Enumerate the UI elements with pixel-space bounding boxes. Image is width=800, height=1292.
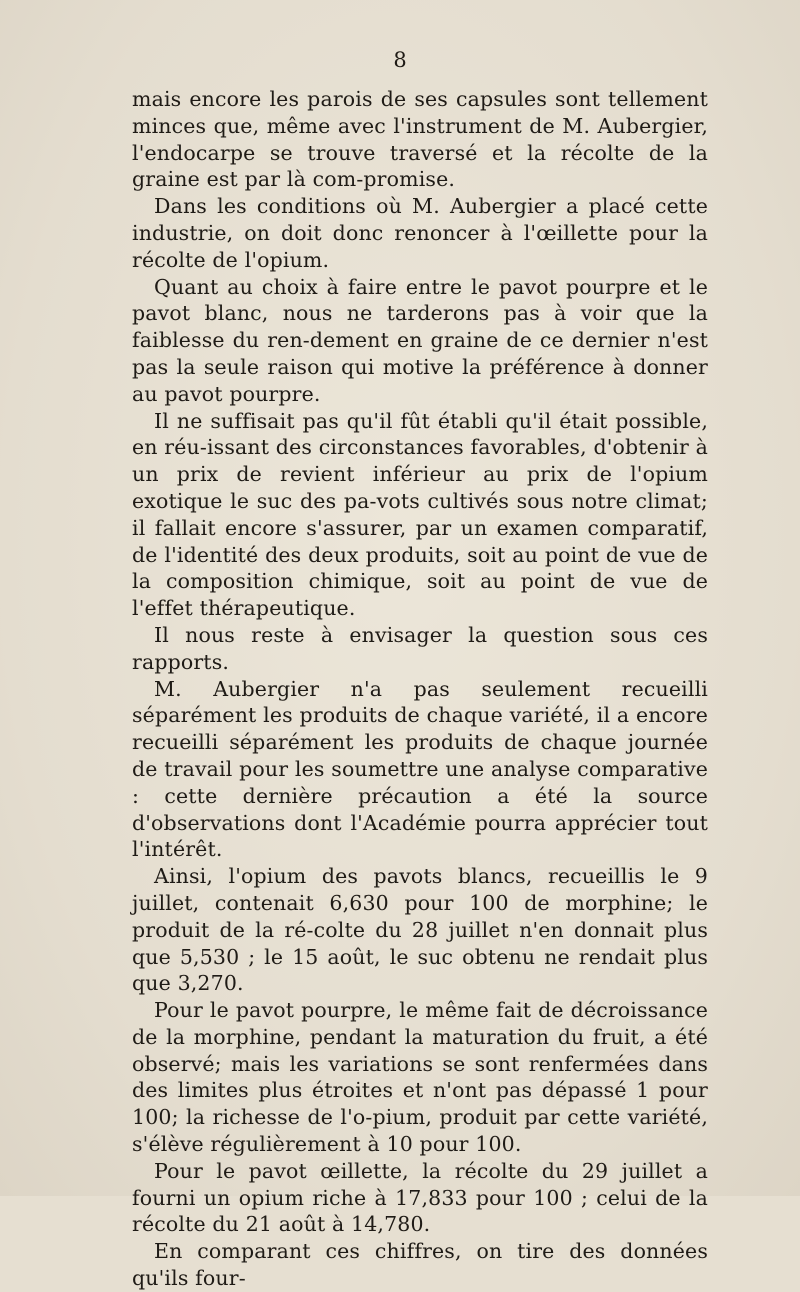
paragraph-1: mais encore les parois de ses capsules sont tellement minces que, même avec l'instrument de M. Aubergier, l'endocarpe se trouve traversé et la récolte de la graine est par là com-promise.: [132, 87, 708, 192]
paragraph-3: Quant au choix à faire entre le pavot pourpre et le pavot blanc, nous ne tarderons pas à voir que la faiblesse du ren-dement en graine de ce dernier n'est pas la seule raison qui motive la préférence à donner au pavot pourpre.: [132, 274, 708, 406]
paragraph-4: Il ne suffisait pas qu'il fût établi qu'il était possible, en réu-issant des circonstances favorables, d'obtenir à un prix de revient inférieur au prix de l'opium exotique le suc des pa-vots cultivés sous notre climat; il fallait encore s'assurer, par un examen comparatif, de l'identité des deux produits, soit au point de vue de la composition chimique, soit au point de vue de l'effet thérapeutique.: [132, 408, 708, 621]
paragraph-8: Pour le pavot pourpre, le même fait de décroissance de la morphine, pendant la maturation du fruit, a été observé; mais les variations se sont renfermées dans des limites plus étroites et n'ont pas dépassé 1 pour 100; la richesse de l'o-pium, produit par cette variété, s'élève régulièrement à 10 pour 100.: [132, 998, 708, 1157]
paragraph-10: En comparant ces chiffres, on tire des données qu'ils four-: [132, 1239, 708, 1291]
paragraph-6: M. Aubergier n'a pas seulement recueilli séparément les produits de chaque variété, il a encore recueilli séparément les produits de chaque journée de travail pour les soumettre une analyse comparative : cette dernière précaution a été la source d'observations dont l'Académie pourra apprécier tout l'intérêt.: [132, 676, 708, 862]
paragraph-7: Ainsi, l'opium des pavots blancs, recueillis le 9 juillet, contenait 6,630 pour 100 de morphine; le produit de la ré-colte du 28 juillet n'en donnait plus que 5,530 ; le 15 août, le suc obtenu ne rendait plus que 3,270.: [132, 864, 708, 996]
body-text: [132, 86, 708, 1292]
paragraph-5: Il nous reste à envisager la question sous ces rapports.: [132, 622, 708, 674]
paragraph-2: Dans les conditions où M. Aubergier a placé cette industrie, on doit donc renoncer à l'œillette pour la récolte de l'opium.: [132, 194, 708, 272]
paragraph-9: Pour le pavot œillette, la récolte du 29 juillet a fourni un opium riche à 17,833 pour 100 ; celui de la récolte du 21 août à 14,780.: [132, 1158, 708, 1237]
page-number: 8: [393, 48, 407, 72]
